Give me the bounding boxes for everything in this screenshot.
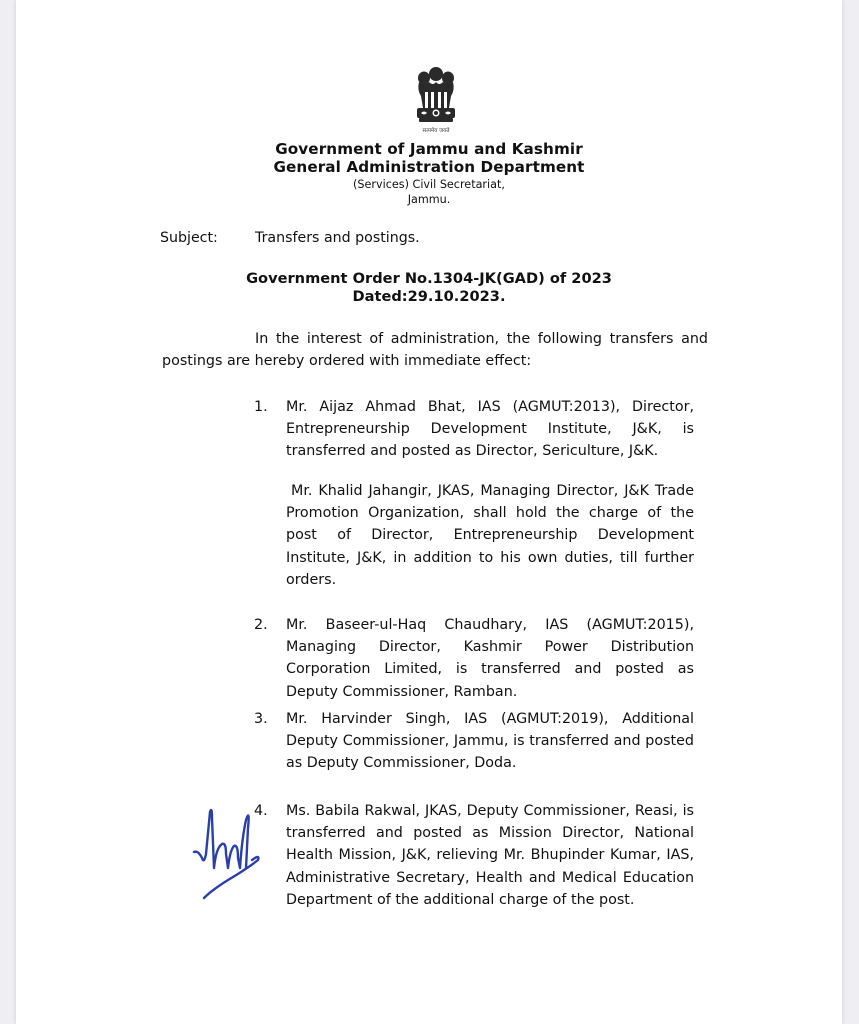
list-item-additional: Mr. Khalid Jahangir, JKAS, Managing Director, J&K Trade Promotion Organization, shall hold the charge of the post of Director, Entrepreneurship Development Institute, J&K, in addition to his own duties, till further orders. <box>286 483 694 588</box>
subject-text: Transfers and postings. <box>255 230 420 246</box>
subject-label: Subject: <box>160 230 218 246</box>
item-number: 4. <box>254 803 268 819</box>
state-emblem-icon <box>403 64 469 136</box>
list-item: Mr. Harvinder Singh, IAS (AGMUT:2019), Additional Deputy Commissioner, Jammu, is transferred and posted as Deputy Commissioner, Doda. <box>286 711 694 772</box>
order-date: Dated:29.10.2023. <box>352 288 506 305</box>
list-item: Mr. Baseer-ul-Haq Chaudhary, IAS (AGMUT:2015), Managing Director, Kashmir Power Distribution Corporation Limited, is transferred and posted as Deputy Commissioner, Ramban. <box>286 617 694 700</box>
subject-line <box>160 230 420 246</box>
order-number: Government Order No.1304-JK(GAD) of 2023 <box>246 270 612 287</box>
emblem-motto: सत्यमेव जयते <box>422 128 450 134</box>
header-government-title: Government of Jammu and Kashmir <box>275 140 583 158</box>
handwritten-signature <box>188 798 266 900</box>
list-item: Mr. Aijaz Ahmad Bhat, IAS (AGMUT:2013), Director, Entrepreneurship Development Institute, J&K, is transferred and posted as Director, Sericulture, J&K. <box>286 399 694 460</box>
header-office: (Services) Civil Secretariat, <box>353 178 505 191</box>
item-number: 2. <box>254 617 268 633</box>
header-department-title: General Administration Department <box>273 158 585 176</box>
item-number: 1. <box>254 399 268 415</box>
list-item: Ms. Babila Rakwal, JKAS, Deputy Commissioner, Reasi, is transferred and posted as Mission Director, National Health Mission, J&K, relieving Mr. Bhupinder Kumar, IAS, Administrative Secretary, Health and Medical Education Department of the additional charge of the post. <box>286 803 694 908</box>
item-number: 3. <box>254 711 268 727</box>
intro-paragraph: In the interest of administration, the following transfers and postings are hereby ordered with immediate effect: <box>162 331 708 370</box>
document-page <box>16 0 842 1024</box>
header-city: Jammu. <box>407 193 451 206</box>
